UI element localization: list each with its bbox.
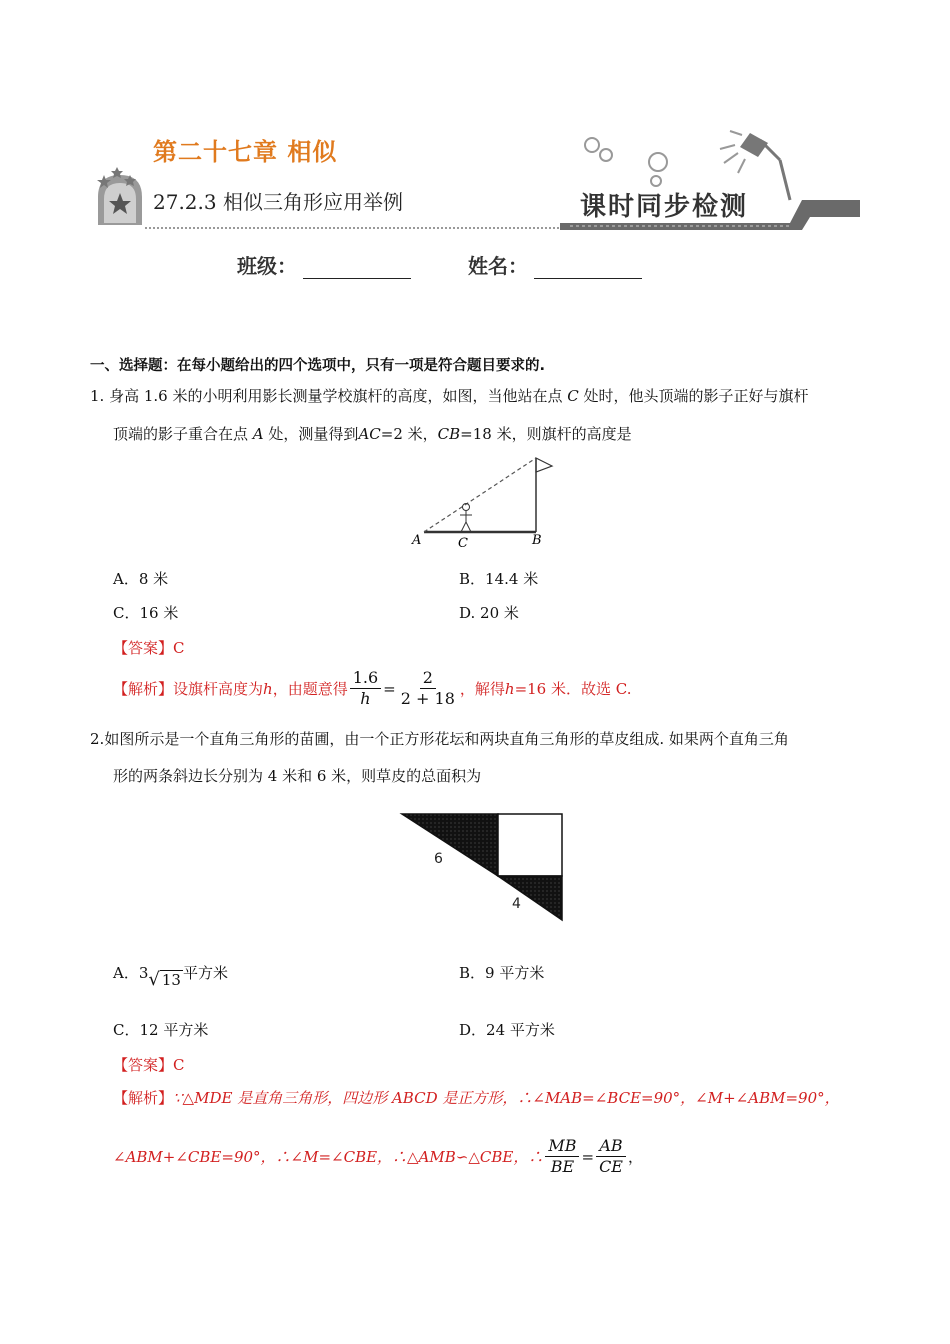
- q1-analysis-d: =16 米．故选 C.: [514, 680, 632, 698]
- q1-line1: [90, 380, 880, 412]
- frac1-num: 1.6: [350, 668, 381, 689]
- q1-text-e: =2 米，: [380, 425, 438, 443]
- section-title: 27.2.3 相似三角形应用举例: [153, 190, 403, 214]
- class-blank[interactable]: [303, 260, 411, 279]
- q2-analysis-line1: [113, 1087, 840, 1108]
- q2-option-d[interactable]: D．24 平方米: [459, 1021, 555, 1039]
- q2-option-a[interactable]: [113, 962, 228, 989]
- q2-option-c[interactable]: C．12 平方米: [113, 1021, 209, 1039]
- q2-answer: 【答案】C: [113, 1056, 185, 1074]
- q2-tail: ，: [627, 1148, 643, 1166]
- fig-label-c: C: [458, 536, 468, 551]
- q2-frac2-den: CE: [599, 1157, 623, 1176]
- q1-analysis-c: ，解得: [459, 680, 505, 698]
- frac2-num: 2: [420, 668, 436, 689]
- q2-line2: 形的两条斜边长分别为 4 米和 6 米，则草皮的总面积为: [113, 767, 482, 785]
- name-blank[interactable]: [534, 260, 642, 279]
- q2-opt-a-prefix: A．3: [113, 964, 149, 982]
- q1-fraction-1: [350, 668, 381, 709]
- fig-label-4: 4: [512, 896, 521, 912]
- q2-text-1: 如图所示是一个直角三角形的苗圃，由一个正方形花坛和两块直角三角形的草皮组成. 如果两个直角三角: [104, 730, 789, 748]
- class-field: [237, 250, 411, 279]
- q2-opt-a-sqrt: 13: [161, 971, 181, 989]
- q2-frac2-num: AB: [596, 1136, 625, 1157]
- fig-label-a: A: [412, 533, 422, 548]
- q2-fraction-1: [545, 1136, 579, 1177]
- frac1-den: h: [360, 689, 371, 708]
- radical-sign: √: [148, 969, 160, 990]
- q1-option-c[interactable]: C．16 米: [113, 604, 179, 622]
- sqrt-icon: [148, 970, 183, 989]
- q1-analysis-b: ，由题意得: [272, 680, 348, 698]
- q1-line2: [113, 418, 632, 450]
- q2-figure: [398, 810, 570, 926]
- q1-var-c: C: [567, 387, 579, 405]
- q1-text-c: 顶端的影子重合在点: [113, 425, 249, 443]
- q2-frac1-num: MB: [545, 1136, 579, 1157]
- q1-analysis-h: h: [263, 679, 273, 698]
- q1-analysis-a: 设旗杆高度为: [173, 680, 264, 698]
- q1-cb: CB: [437, 425, 461, 443]
- q2-number: 2.: [90, 730, 105, 748]
- q2-fraction-2: [596, 1136, 626, 1177]
- chapter-title: 第二十七章 相似: [153, 138, 338, 166]
- name-field: [468, 250, 642, 279]
- q1-analysis-label: 【解析】: [113, 680, 174, 698]
- q1-answer: 【答案】C: [113, 639, 185, 657]
- q1-ac: AC: [358, 425, 381, 443]
- q2-option-b[interactable]: B．9 平方米: [459, 964, 545, 982]
- q1-option-b[interactable]: B．14.4 米: [459, 570, 539, 588]
- q2-frac-eq: =: [581, 1147, 595, 1166]
- q1-var-a: A: [252, 425, 264, 443]
- header-decoration: [90, 105, 870, 235]
- q1-text-f: =18 米，则旗杆的高度是: [460, 425, 632, 443]
- q2-analysis-line2: [113, 1136, 643, 1177]
- name-label: 姓名：: [468, 254, 528, 278]
- q1-fraction-2: [398, 668, 458, 709]
- q2-opt-a-suffix: 平方米: [182, 964, 228, 982]
- q2-analysis-text2: ∠ABM+∠CBE=90°，∴∠M=∠CBE，∴△AMB∽△CBE，∴: [113, 1148, 544, 1166]
- q1-text-a: 身高 1.6 米的小明利用影长测量学校旗杆的高度，如图，当他站在点: [109, 387, 563, 405]
- fig-label-6: 6: [434, 851, 443, 867]
- star-badge-icon: [97, 167, 142, 225]
- q1-option-a[interactable]: A．8 米: [113, 570, 169, 588]
- frac2-den: 2 + 18: [400, 689, 455, 708]
- fig-label-b: B: [532, 533, 542, 548]
- q1-figure: [408, 452, 558, 552]
- q1-analysis-h2: h: [504, 679, 515, 698]
- q1-text-b: 处时，他头顶端的影子正好与旗杆: [583, 387, 809, 405]
- person-icon: [460, 504, 472, 533]
- q1-number: 1.: [90, 387, 105, 405]
- banner-text: 课时同步检测: [580, 192, 749, 222]
- q2-frac1-den: BE: [550, 1157, 575, 1176]
- q1-analysis: [113, 668, 631, 709]
- q2-line1: [90, 723, 890, 755]
- class-label: 班级：: [237, 254, 297, 278]
- part1-heading: 一、选择题：在每小题给出的四个选项中，只有一项是符合题目要求的.: [90, 358, 546, 374]
- q1-option-d[interactable]: D. 20 米: [459, 604, 519, 622]
- q2-analysis-label: 【解析】: [113, 1089, 174, 1107]
- q1-text-d: 处，测量得到: [268, 425, 359, 443]
- q2-analysis-text1: ∵△MDE 是直角三角形，四边形 ABCD 是正方形，∴∠MAB=∠BCE=90°，∠M+∠ABM=90°，: [173, 1089, 840, 1107]
- q1-eq: =: [383, 679, 396, 698]
